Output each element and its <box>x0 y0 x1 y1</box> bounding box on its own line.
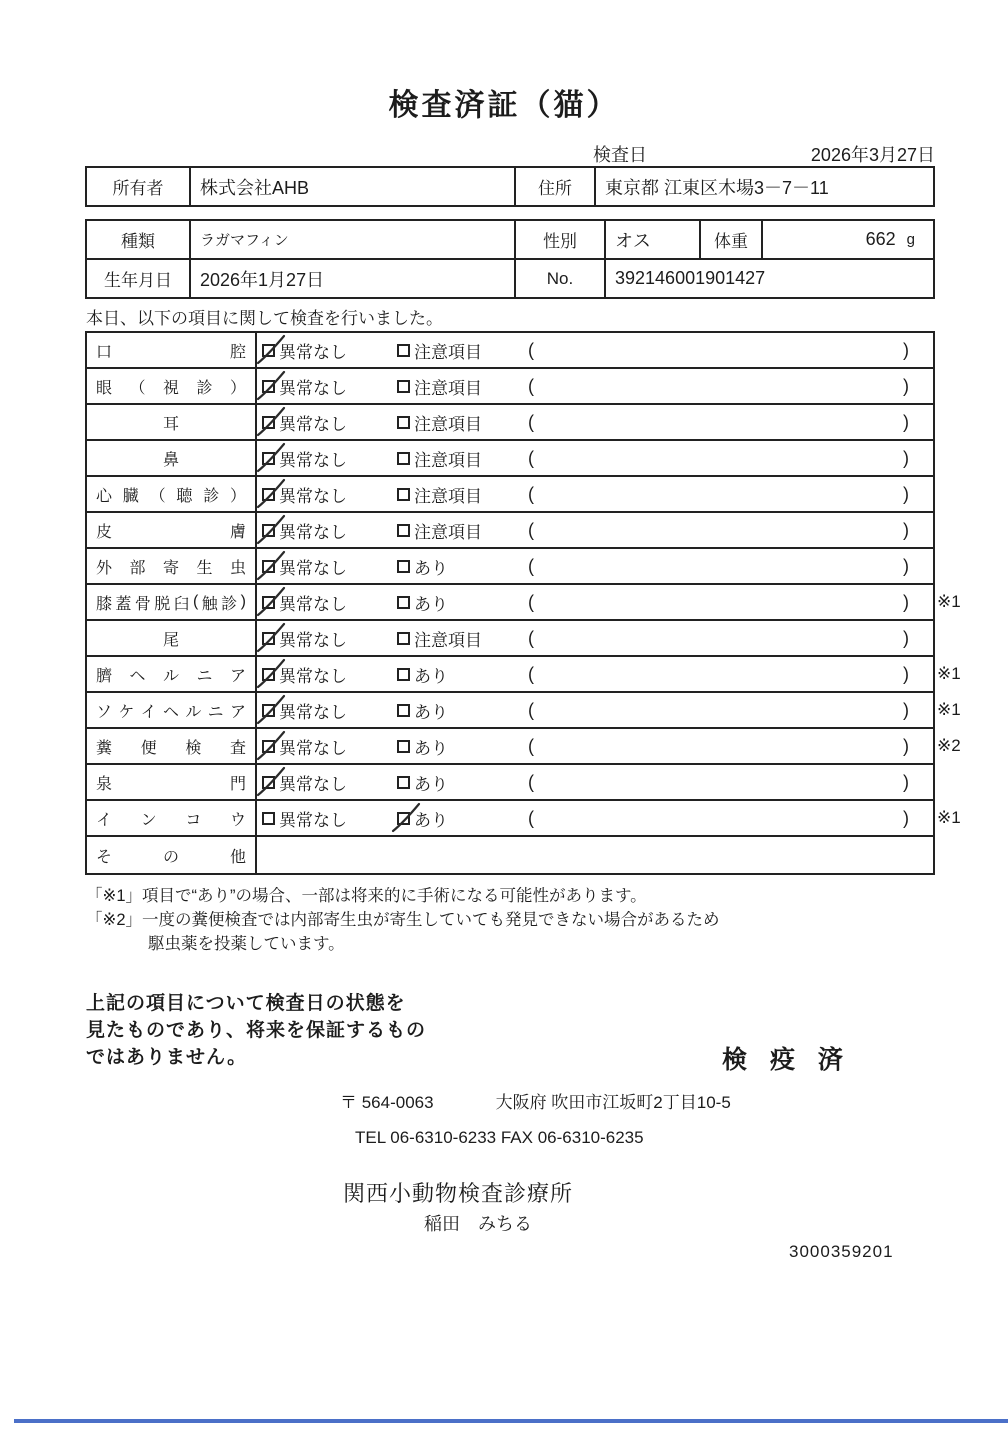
option-label: 注意項目 <box>414 486 482 506</box>
checklist-row-fecal-exam <box>87 729 961 765</box>
option-label: 異常なし <box>279 810 347 830</box>
option-label: 異常なし <box>279 594 347 614</box>
scan-artifact-line <box>14 1419 1008 1423</box>
option-no-abnormality <box>257 446 397 471</box>
check-mark-icon <box>256 333 286 365</box>
option-label: 注意項目 <box>414 450 482 470</box>
clinic-address: 大阪府 吹田市江坂町2丁目10-5 <box>495 1093 731 1112</box>
checkbox-icon[interactable] <box>397 668 410 681</box>
checkbox-icon[interactable] <box>397 344 410 357</box>
remarks-paren-close: ) <box>903 807 909 828</box>
option-no-abnormality <box>257 518 397 543</box>
exam-item-label: そ の 他 <box>87 837 257 873</box>
option-label: 注意項目 <box>414 630 482 650</box>
pet-table <box>85 219 935 299</box>
exam-item-label: 眼 （ 視 診 ） <box>87 369 257 403</box>
remarks-paren-open: ( <box>528 519 534 540</box>
option-label: 異常なし <box>279 450 347 470</box>
remarks-paren-close: ) <box>903 519 909 540</box>
checkbox-icon[interactable] <box>397 596 410 609</box>
remarks-paren-open: ( <box>528 483 534 504</box>
checklist-row-ears <box>87 405 933 441</box>
option-no-abnormality <box>257 698 397 723</box>
remarks-paren-close: ) <box>903 411 909 432</box>
option-present <box>397 770 522 795</box>
address-value: 東京都 江東区木場3－7－11 <box>605 177 829 198</box>
clinic-name: 関西小動物検査診療所 <box>343 1181 574 1206</box>
checkbox-icon[interactable] <box>397 560 410 573</box>
footnotes-block <box>86 884 720 956</box>
checkbox-icon[interactable] <box>397 632 410 645</box>
checklist-row-nose <box>87 441 933 477</box>
checklist-row-inkou <box>87 801 961 837</box>
exam-item-label: 耳 <box>87 405 257 439</box>
owner-value: 株式会社AHB <box>191 168 516 205</box>
option-attention <box>397 482 522 507</box>
check-mark-icon <box>256 405 286 437</box>
checkbox-icon[interactable] <box>262 416 275 429</box>
remarks-paren-open: ( <box>528 375 534 396</box>
option-label: 注意項目 <box>414 378 482 398</box>
breed-value: ラガマフィン <box>191 221 516 258</box>
checklist-row-tail <box>87 621 933 657</box>
inspection-date-value: 2026年3月27日 <box>810 145 935 165</box>
checkbox-icon[interactable] <box>397 776 410 789</box>
check-mark-icon <box>256 621 286 653</box>
option-present <box>397 554 522 579</box>
checkbox-icon[interactable] <box>262 380 275 393</box>
remarks-paren-open: ( <box>528 699 534 720</box>
option-present <box>397 698 522 723</box>
remarks-paren-close: ) <box>903 555 909 576</box>
birthdate-value: 2026年1月27日 <box>191 260 516 297</box>
exam-item-label: 臍 ヘ ル ニ ア <box>87 657 257 691</box>
option-attention <box>397 446 522 471</box>
option-no-abnormality <box>257 590 397 615</box>
remarks-paren-close: ) <box>903 771 909 792</box>
checkbox-icon[interactable] <box>262 452 275 465</box>
remarks-paren-open: ( <box>528 807 534 828</box>
remarks-paren-open: ( <box>528 771 534 792</box>
check-mark-icon <box>256 729 286 761</box>
option-no-abnormality <box>257 410 397 435</box>
remarks-paren-close: ) <box>903 735 909 756</box>
check-mark-icon <box>256 765 286 797</box>
option-label: 異常なし <box>279 774 347 794</box>
option-no-abnormality <box>257 554 397 579</box>
check-mark-icon <box>256 693 286 725</box>
option-no-abnormality <box>257 806 397 831</box>
remarks-paren-close: ) <box>903 627 909 648</box>
checkbox-icon[interactable] <box>397 488 410 501</box>
option-attention <box>397 338 522 363</box>
check-mark-icon <box>256 657 286 689</box>
checklist-row-umbilical-hernia <box>87 657 961 693</box>
option-label: 異常なし <box>279 378 347 398</box>
veterinarian-name: 稲田 みちる <box>424 1214 532 1234</box>
checklist-row-oral <box>87 333 933 369</box>
remarks-paren-close: ) <box>903 591 909 612</box>
option-no-abnormality <box>257 374 397 399</box>
check-mark-icon <box>391 801 421 833</box>
pet-row-1 <box>87 221 933 260</box>
checkbox-icon[interactable] <box>262 560 275 573</box>
option-present <box>397 662 522 687</box>
remarks-paren-close: ) <box>903 699 909 720</box>
check-mark-icon <box>256 549 286 581</box>
checkbox-icon[interactable] <box>397 812 410 825</box>
exam-item-label: 外 部 寄 生 虫 <box>87 549 257 583</box>
option-attention <box>397 518 522 543</box>
option-present <box>397 734 522 759</box>
option-label: 異常なし <box>279 414 347 434</box>
exam-item-label: 泉 門 <box>87 765 257 799</box>
breed-label: 種類 <box>87 221 191 258</box>
checkbox-icon[interactable] <box>262 524 275 537</box>
checkbox-icon[interactable] <box>262 740 275 753</box>
intro-text: 本日、以下の項目に関して検査を行いました。 <box>86 309 443 328</box>
option-attention <box>397 626 522 651</box>
remarks-paren-close: ) <box>903 375 909 396</box>
option-label: あり <box>414 666 448 686</box>
remarks-paren-open: ( <box>528 411 534 432</box>
remarks-paren-open: ( <box>528 591 534 612</box>
footnote-mark: ※1 <box>937 664 961 683</box>
option-label: あり <box>414 810 448 830</box>
remarks-paren-open: ( <box>528 735 534 756</box>
remarks-paren-open: ( <box>528 627 534 648</box>
footnote-2-continued: 駆虫薬を投薬しています。 <box>148 935 345 953</box>
option-no-abnormality <box>257 770 397 795</box>
remarks-paren-open: ( <box>528 339 534 360</box>
option-no-abnormality <box>257 482 397 507</box>
option-label: あり <box>414 738 448 758</box>
exam-item-label: イ ン コ ウ <box>87 801 257 835</box>
option-label: あり <box>414 594 448 614</box>
option-no-abnormality <box>257 338 397 363</box>
option-no-abnormality <box>257 734 397 759</box>
quarantine-passed-label: 検 疫 済 <box>722 1046 851 1074</box>
disclaimer-line-1: 上記の項目について検査日の状態を <box>86 993 406 1014</box>
option-label: 異常なし <box>279 342 347 362</box>
option-present <box>397 806 522 831</box>
option-label: あり <box>414 774 448 794</box>
checkbox-icon[interactable] <box>262 488 275 501</box>
owner-table <box>85 166 935 207</box>
remarks-paren-close: ) <box>903 447 909 468</box>
checklist-row-heart <box>87 477 933 513</box>
remarks-paren-open: ( <box>528 555 534 576</box>
owner-label: 所有者 <box>87 168 191 205</box>
exam-item-label: ソ ケ イ ヘ ル ニ ア <box>87 693 257 727</box>
birthdate-label: 生年月日 <box>87 260 191 297</box>
footnote-2: 「※2」一度の糞便検査では内部寄生虫が寄生していても発見できない場合があるため <box>86 911 720 929</box>
option-label: 異常なし <box>279 486 347 506</box>
inspection-date-label: 検査日 <box>593 145 647 165</box>
checklist-row-fontanelle <box>87 765 933 801</box>
option-label: 異常なし <box>279 738 347 758</box>
exam-item-label: 尾 <box>87 621 257 655</box>
checkbox-icon[interactable] <box>262 596 275 609</box>
checklist-row-eyes <box>87 369 933 405</box>
weight-label: 体重 <box>701 221 763 258</box>
footnote-mark: ※1 <box>937 592 961 611</box>
clinic-address-line <box>340 1088 731 1113</box>
weight-unit: g <box>906 231 915 248</box>
checkbox-icon[interactable] <box>262 812 275 825</box>
option-no-abnormality <box>257 626 397 651</box>
option-label: 異常なし <box>279 666 347 686</box>
option-attention <box>397 374 522 399</box>
sex-label: 性別 <box>516 221 606 258</box>
remarks-paren-close: ) <box>903 663 909 684</box>
check-mark-icon <box>256 441 286 473</box>
option-label: 注意項目 <box>414 342 482 362</box>
disclaimer-line-2: 見たものであり、将来を保証するもの <box>86 1020 427 1041</box>
option-no-abnormality <box>257 662 397 687</box>
checkbox-icon[interactable] <box>397 524 410 537</box>
option-label: 異常なし <box>279 702 347 722</box>
check-mark-icon <box>256 513 286 545</box>
check-mark-icon <box>256 585 286 617</box>
checklist-row-skin <box>87 513 933 549</box>
pet-row-2 <box>87 260 933 297</box>
option-label: 注意項目 <box>414 414 482 434</box>
checkbox-icon[interactable] <box>397 416 410 429</box>
exam-item-label: 膝 蓋 骨 脱 臼 ( 触 診 ) <box>87 585 257 619</box>
page-title: 検査済証（猫） <box>388 89 620 122</box>
footnote-mark: ※2 <box>937 736 961 755</box>
remarks-paren-close: ) <box>903 339 909 360</box>
checkbox-icon[interactable] <box>397 380 410 393</box>
option-label: あり <box>414 702 448 722</box>
number-label: No. <box>516 260 606 297</box>
number-value: 392146001901427 <box>615 268 766 288</box>
checkbox-icon[interactable] <box>262 344 275 357</box>
disclaimer-line-3: ではありません。 <box>86 1047 248 1068</box>
checklist-row-patella <box>87 585 961 621</box>
checklist-table <box>85 331 961 875</box>
checkbox-icon[interactable] <box>262 668 275 681</box>
exam-item-label: 糞 便 検 査 <box>87 729 257 763</box>
checklist-row-ectoparasites <box>87 549 933 585</box>
footnote-mark: ※1 <box>937 808 961 827</box>
exam-item-label: 皮 膚 <box>87 513 257 547</box>
option-label: 異常なし <box>279 522 347 542</box>
checkbox-icon[interactable] <box>397 704 410 717</box>
checkbox-icon[interactable] <box>262 776 275 789</box>
option-label: 注意項目 <box>414 522 482 542</box>
exam-item-label: 心 臓 （ 聴 診 ） <box>87 477 257 511</box>
checklist-row-other <box>87 837 933 873</box>
checkbox-icon[interactable] <box>262 704 275 717</box>
checklist-row-inguinal-hernia <box>87 693 961 729</box>
owner-row <box>87 168 933 205</box>
option-label: 異常なし <box>279 558 347 578</box>
remarks-paren-close: ) <box>903 483 909 504</box>
serial-number: 3000359201 <box>789 1242 894 1261</box>
checkbox-icon[interactable] <box>397 740 410 753</box>
checkbox-icon[interactable] <box>397 452 410 465</box>
checkbox-icon[interactable] <box>262 632 275 645</box>
address-label: 住所 <box>516 168 596 205</box>
check-mark-icon <box>256 369 286 401</box>
tel-fax-line: TEL 06-6310-6233 FAX 06-6310-6235 <box>355 1128 644 1147</box>
footnote-1: 「※1」項目で“あり”の場合、一部は将来的に手術になる可能性があります。 <box>86 887 647 905</box>
sex-value: オス <box>606 221 701 258</box>
footnote-mark: ※1 <box>937 700 961 719</box>
remarks-paren-open: ( <box>528 447 534 468</box>
option-attention <box>397 410 522 435</box>
option-present <box>397 590 522 615</box>
check-mark-icon <box>256 477 286 509</box>
option-label: 異常なし <box>279 630 347 650</box>
weight-value-cell <box>763 221 933 258</box>
option-label: あり <box>414 558 448 578</box>
disclaimer-block <box>86 990 426 1071</box>
remarks-paren-open: ( <box>528 663 534 684</box>
exam-item-label: 口 腔 <box>87 333 257 367</box>
exam-item-label: 鼻 <box>87 441 257 475</box>
postal-code: 〒 564-0063 <box>340 1093 434 1112</box>
weight-value: 662 <box>865 229 896 249</box>
